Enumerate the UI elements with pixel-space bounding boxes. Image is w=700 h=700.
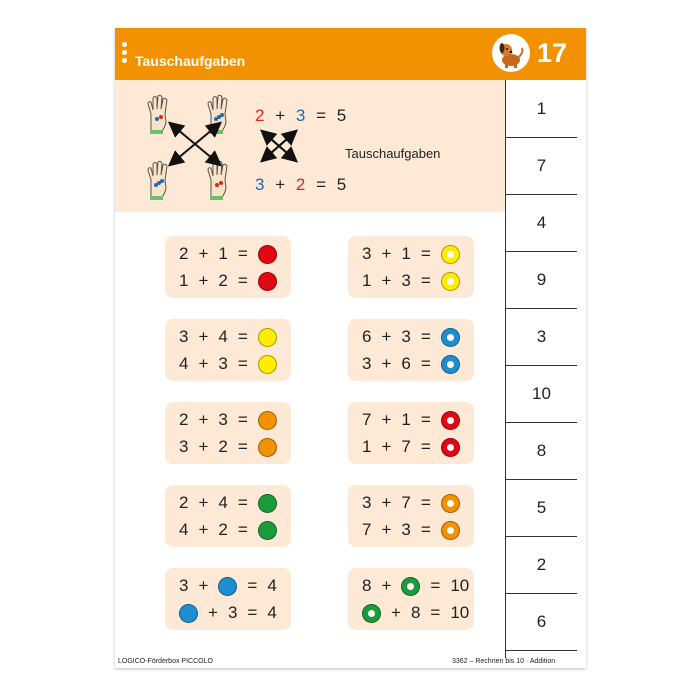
color-ring-marker[interactable] — [441, 494, 460, 513]
equation-token: 1 — [179, 271, 189, 290]
equation-token: 4 — [267, 576, 277, 595]
example-panel — [115, 80, 505, 212]
equation-token: + — [381, 271, 392, 290]
equation-token: + — [208, 603, 218, 622]
example-equation-2: 3 + 2 = 5 — [255, 175, 347, 194]
color-dot-marker[interactable] — [258, 411, 277, 430]
color-dot-marker[interactable] — [258, 355, 277, 374]
equation-token: 3 — [362, 354, 372, 373]
task-equation — [362, 574, 469, 598]
answer-cell: 1 — [506, 80, 577, 138]
equation-token: 8 — [362, 576, 372, 595]
equation-token: + — [198, 520, 209, 539]
equation-token: + — [381, 410, 392, 429]
color-ring-marker[interactable] — [401, 577, 420, 596]
task-equation — [362, 352, 460, 376]
card-number: 17 — [537, 38, 568, 68]
equation-token: 10 — [450, 576, 470, 595]
task-equation — [179, 408, 277, 432]
color-ring-marker[interactable] — [441, 438, 460, 457]
equation-token: 2 — [218, 271, 228, 290]
dog-icon — [492, 34, 530, 72]
equation-token: 3 — [401, 271, 411, 290]
equation-token: 3 — [179, 576, 189, 595]
equation-token: = — [420, 493, 431, 512]
equation-token: + — [391, 603, 401, 622]
dots-marker — [122, 42, 127, 66]
equation-token: 3 — [362, 244, 372, 263]
equation-token: 4 — [218, 327, 228, 346]
color-ring-marker[interactable] — [362, 604, 381, 623]
color-ring-marker[interactable] — [441, 355, 460, 374]
equation-token: + — [198, 244, 209, 263]
swap-arrows-icon — [259, 128, 299, 164]
equation-token: 1 — [401, 410, 411, 429]
equation-token: = — [237, 437, 248, 456]
equation-token: = — [237, 327, 248, 346]
equation-token: = — [247, 576, 258, 595]
answer-cell: 4 — [506, 194, 577, 252]
task-equation — [362, 408, 460, 432]
task-equation — [362, 518, 460, 542]
equation-token: 3 — [401, 520, 411, 539]
equation-token: 7 — [401, 437, 411, 456]
equation-token: + — [381, 493, 392, 512]
task-card — [165, 236, 291, 298]
equation-token: = — [420, 271, 431, 290]
equation-token: = — [430, 576, 441, 595]
answer-cell: 5 — [506, 479, 577, 537]
equation-token: 2 — [179, 410, 189, 429]
equation-token: = — [247, 603, 258, 622]
equation-token: + — [381, 576, 392, 595]
equation-token: + — [198, 493, 209, 512]
task-equation — [179, 601, 277, 625]
task-equation — [179, 518, 277, 542]
equation-token: = — [420, 327, 431, 346]
task-card — [348, 236, 474, 298]
equation-token: + — [381, 354, 392, 373]
task-card — [165, 319, 291, 381]
equation-token: = — [237, 493, 248, 512]
equation-token: 1 — [362, 271, 372, 290]
equation-token: 10 — [450, 603, 470, 622]
equation-token: 2 — [218, 437, 228, 456]
equation-token: = — [420, 410, 431, 429]
answer-cell: 6 — [506, 593, 577, 651]
equation-token: 4 — [218, 493, 228, 512]
footer-publisher: LOGICO-Förderbox PICCOLO — [118, 658, 213, 665]
equation-token: 3 — [179, 327, 189, 346]
equation-token: = — [420, 520, 431, 539]
equation-token: 3 — [179, 437, 189, 456]
answer-cell: 10 — [506, 365, 577, 423]
equation-token: 4 — [179, 354, 189, 373]
equation-token: 2 — [179, 244, 189, 263]
equation-token: + — [381, 437, 392, 456]
color-dot-marker[interactable] — [258, 328, 277, 347]
swap-arrows-icon — [165, 120, 225, 168]
footer-series: 3362 – Rechnen bis 10 · Addition — [452, 658, 556, 665]
equation-token: = — [237, 520, 248, 539]
answer-cell: 7 — [506, 137, 577, 195]
task-equation — [362, 435, 460, 459]
color-ring-marker[interactable] — [441, 411, 460, 430]
task-equation — [179, 435, 277, 459]
worksheet-card — [115, 28, 586, 668]
answer-cell: 8 — [506, 422, 577, 480]
equation-token: 8 — [410, 603, 421, 622]
equation-token: + — [198, 354, 209, 373]
header-bar — [115, 28, 586, 80]
task-equation — [362, 491, 460, 515]
color-dot-marker[interactable] — [258, 245, 277, 264]
equation-token: + — [198, 271, 209, 290]
answer-cell: 3 — [506, 308, 577, 366]
color-dot-marker[interactable] — [258, 438, 277, 457]
task-equation — [179, 325, 277, 349]
equation-token: = — [237, 410, 248, 429]
task-equation — [179, 269, 277, 293]
color-dot-marker[interactable] — [258, 494, 277, 513]
task-equation — [362, 601, 469, 625]
answer-column — [505, 80, 577, 658]
equation-token: = — [420, 244, 431, 263]
task-equation — [179, 491, 277, 515]
task-equation — [362, 242, 460, 266]
equation-token: = — [420, 437, 431, 456]
task-card — [348, 485, 474, 547]
equation-token: = — [237, 354, 248, 373]
task-equation — [179, 574, 277, 598]
example-label: Tauschaufgaben — [345, 146, 441, 161]
equation-token: + — [381, 327, 392, 346]
color-dot-marker[interactable] — [218, 577, 237, 596]
equation-token: 3 — [401, 327, 411, 346]
equation-token: + — [381, 520, 392, 539]
task-equation — [179, 352, 277, 376]
task-card — [165, 485, 291, 547]
equation-token: + — [381, 244, 392, 263]
equation-token: 6 — [362, 327, 372, 346]
equation-token: 1 — [362, 437, 372, 456]
equation-token: 4 — [267, 603, 277, 622]
equation-token: = — [430, 603, 441, 622]
equation-token: 2 — [179, 493, 189, 512]
color-ring-marker[interactable] — [441, 272, 460, 291]
equation-token: 6 — [401, 354, 411, 373]
answer-cell: 2 — [506, 536, 577, 594]
task-equation — [179, 242, 277, 266]
task-card — [165, 402, 291, 464]
answer-cell: 9 — [506, 251, 577, 309]
equation-token: 7 — [362, 520, 372, 539]
equation-token: 7 — [401, 493, 411, 512]
equation-token: = — [237, 271, 248, 290]
equation-token: 7 — [362, 410, 372, 429]
color-dot-marker[interactable] — [258, 272, 277, 291]
page-title: Tauschaufgaben — [135, 53, 246, 69]
task-card — [348, 319, 474, 381]
color-ring-marker[interactable] — [441, 328, 460, 347]
color-dot-marker[interactable] — [179, 604, 198, 623]
color-ring-marker[interactable] — [441, 521, 460, 540]
equation-token: 3 — [362, 493, 372, 512]
task-card — [348, 568, 474, 630]
equation-token: 3 — [218, 354, 228, 373]
equation-token: + — [198, 576, 209, 595]
equation-token: 3 — [218, 410, 228, 429]
task-equation — [362, 269, 460, 293]
task-equation — [362, 325, 460, 349]
equation-token: = — [420, 354, 431, 373]
color-dot-marker[interactable] — [258, 521, 277, 540]
example-equation-1: 2 + 3 = 5 — [255, 106, 347, 125]
color-ring-marker[interactable] — [441, 245, 460, 264]
equation-token: + — [198, 410, 209, 429]
equation-token: + — [198, 437, 209, 456]
task-card — [348, 402, 474, 464]
equation-token: 2 — [218, 520, 228, 539]
equation-token: 1 — [218, 244, 228, 263]
equation-token: = — [237, 244, 248, 263]
equation-token: 3 — [227, 603, 238, 622]
equation-token: + — [198, 327, 209, 346]
task-card — [165, 568, 291, 630]
equation-token: 4 — [179, 520, 189, 539]
equation-token: 1 — [401, 244, 411, 263]
